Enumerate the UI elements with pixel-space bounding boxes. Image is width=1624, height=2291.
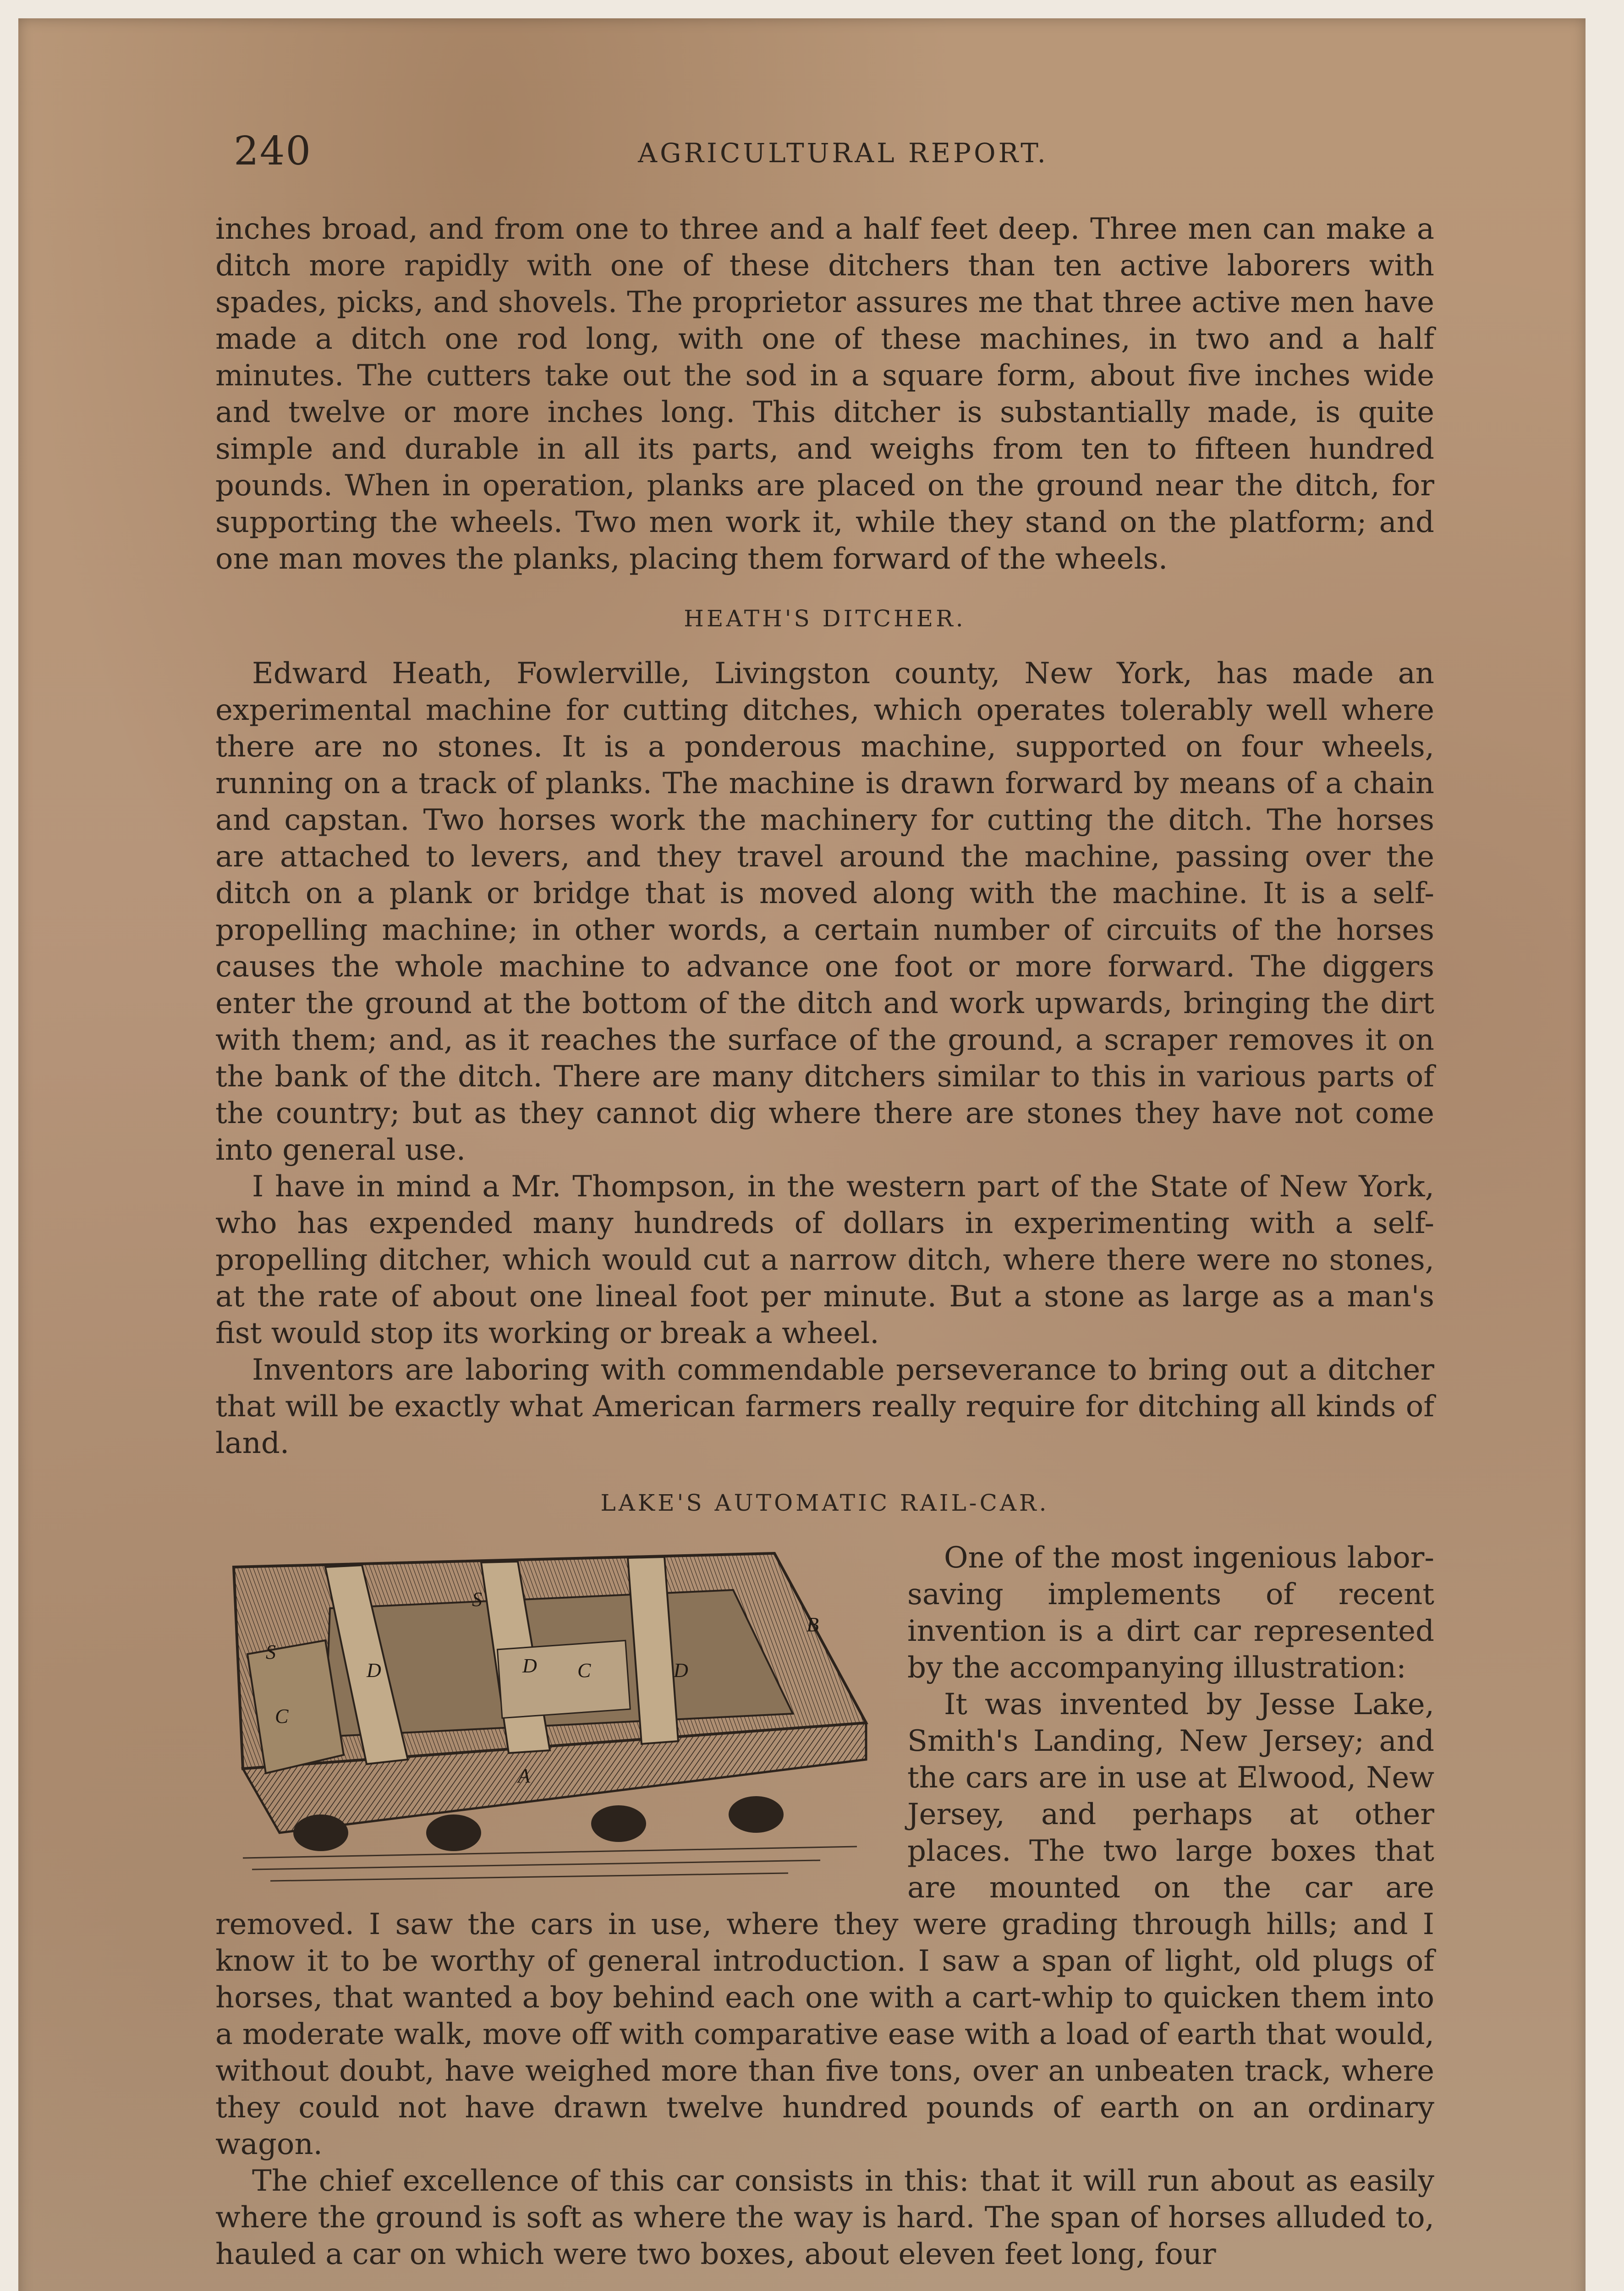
door-panel — [247, 1640, 344, 1773]
paragraph-7: The chief excellence of this car consists in this: that it will run about as easily where the ground is soft as where the way is hard. The span of horses alluded to, hauled a car on which were two boxes, about eleven feet long, four — [215, 2164, 1434, 2271]
center-plate — [497, 1640, 630, 1718]
paragraph-2: Edward Heath, Fowlerville, Livingston county, New York, has made an experimental machine for cutting ditches, which operates tolerably well where there are no stones. It is a ponderous machine, supported on four wheels, running on a track of planks. The machine is drawn forward by means of a chain and capstan. Two horses work the machinery for cutting the ditch. The horses are attached to levers, and they travel around the machine, passing over the ditch on a plank or bridge that is moved along with the machine. It is a self-propelling machine; in other words, a certain number of circuits of the horses causes the whole machine to advance one foot or more forward. The diggers enter the ground at the bottom of the ditch and work upwards, bringing the dirt with them; and, as it reaches the surface of the ground, a scraper removes it on the bank of the ditch. There are many ditchers similar to this in various parts of the country; but as they cannot dig where there are stones they have not come into general use. — [215, 657, 1434, 1167]
rail-car-engraving — [215, 1540, 884, 1897]
label-c-center: C — [577, 1659, 591, 1682]
rail-car-illustration — [215, 1540, 884, 1897]
label-d-right: D — [674, 1659, 688, 1682]
ground-lines — [243, 1847, 857, 1881]
label-b: B — [807, 1613, 819, 1636]
page-number: 240 — [234, 128, 312, 174]
heading-lakes-rail-car: LAKE'S AUTOMATIC RAIL-CAR. — [600, 1490, 1049, 1516]
label-s-top: S — [472, 1588, 482, 1611]
heading-heaths-ditcher: HEATH'S DITCHER. — [684, 605, 966, 632]
label-a: A — [518, 1765, 530, 1787]
paragraph-5: One of the most ingenious labor-saving implements of recent invention is a dirt car represented by the accompanying illustration: — [907, 1541, 1434, 1685]
page-header — [215, 128, 1471, 179]
running-title: AGRICULTURAL REPORT. — [638, 137, 1048, 169]
label-d-left: D — [367, 1659, 381, 1682]
article-body — [215, 211, 1434, 2273]
page — [18, 18, 1586, 2291]
paragraph-6: It was invented by Jesse Lake, Smith's Landing, New Jersey; and the cars are in use at Elwood, New Jersey, and perhaps at other places. The two large boxes that are mounted on the car are removed. I saw the cars in use, where they were grading through hills; and I know it to be worthy of general introduction. I saw a span of light, old plugs of horses, that wanted a boy behind each one with a cart-whip to quicken them into a moderate walk, move off with comparative ease with a load of earth that would, without doubt, have weighed more than five tons, over an unbeaten track, where they could not have drawn twelve hundred pounds of earth on an ordinary wagon. — [215, 1688, 1434, 2161]
label-s-left: S — [266, 1641, 276, 1663]
label-d-center: D — [522, 1655, 537, 1677]
paragraph-3: I have in mind a Mr. Thompson, in the western part of the State of New York, who has expended many hundreds of dollars in experimenting with a self-propelling ditcher, which would cut a narrow ditch, where there were no stones, at the rate of about one lineal foot per minute. But a stone as large as a man's fist would stop its working or break a wheel. — [215, 1170, 1434, 1350]
label-c-left: C — [275, 1705, 289, 1727]
paragraph-1: inches broad, and from one to three and a half feet deep. Three men can make a ditch more rapidly with one of these ditchers than ten active laborers with spades, picks, and shovels. The proprietor assures me that three active men have made a ditch one rod long, with one of these machines, in two and a half minutes. The cutters take out the sod in a square form, about five inches wide and twelve or more inches long. This ditcher is substantially made, is quite simple and durable in all its parts, and weighs from ten to fifteen hundred pounds. When in operation, planks are placed on the ground near the ditch, for supporting the wheels. Two men work it, while they stand on the platform; and one man moves the planks, placing them forward of the wheels. — [215, 212, 1434, 576]
paragraph-4: Inventors are laboring with commendable perseverance to bring out a ditcher that will be exactly what American farmers really require for ditching all kinds of land. — [215, 1353, 1434, 1460]
